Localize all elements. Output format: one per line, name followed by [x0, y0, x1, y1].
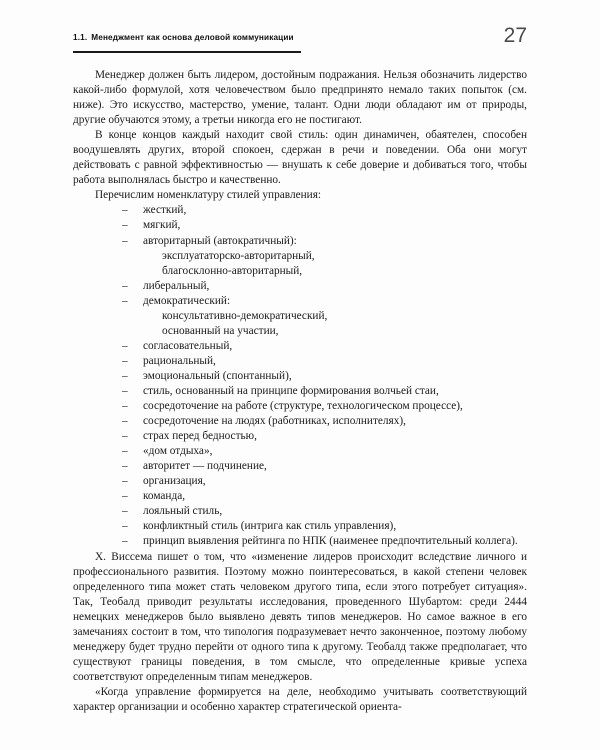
running-head — [73, 33, 294, 42]
list-item — [73, 203, 527, 218]
list-item-label: принцип выявления рейтинга по НПК (наименее предпочтительный коллега). — [143, 535, 518, 548]
list-item — [73, 339, 527, 354]
management-styles-list — [73, 203, 527, 549]
list-item-label: эмоциональный (спонтанный), — [143, 369, 292, 382]
list-dash-icon: – — [122, 430, 128, 443]
list-dash-icon: – — [122, 279, 128, 292]
page-number: 27 — [503, 24, 527, 47]
list-dash-icon: – — [122, 234, 128, 247]
running-head-title: Менеджмент как основа деловой коммуникации — [91, 33, 294, 42]
list-subitem-label: консультативно-демократический, — [162, 309, 328, 322]
list-item-label: демократический: — [143, 294, 231, 307]
list-item-label: рациональный, — [143, 354, 216, 367]
list-item-label: конфликтный стиль (интрига как стиль управления), — [143, 520, 397, 533]
list-dash-icon: – — [122, 535, 128, 548]
list-item-label: авторитарный (автократичный): — [143, 234, 297, 247]
list-item-label: страх перед бедностью, — [143, 430, 257, 443]
list-item — [73, 218, 527, 233]
list-item — [73, 489, 527, 504]
paragraph: Менеджер должен быть лидером, достойным подражания. Нельзя обозначить лидерство какой-либо формулой, хотя человечеством было предпринято немало таких попыток (см. ниже). Это искусство, мастерство, умение, талант. Одни люди обладают им от природы, другие обучаются этому, а третьи никогда его не постигают. — [73, 69, 527, 127]
list-item-label: команда, — [143, 490, 186, 503]
list-item-label: сосредоточение на людях (работниках, исполнителях), — [143, 415, 406, 428]
list-dash-icon: – — [122, 294, 128, 307]
list-item-label: либеральный, — [143, 279, 210, 292]
list-item-label: сосредоточение на работе (структуре, технологическом процессе), — [143, 400, 463, 413]
list-item-label: «дом отдыха», — [143, 445, 213, 458]
list-subitem-label: эксплуататорско-авторитарный, — [162, 249, 315, 262]
list-dash-icon: – — [122, 415, 128, 428]
list-item-label: согласовательный, — [143, 339, 233, 352]
body-column — [73, 68, 527, 715]
list-item-label: стиль, основанный на принципе формирования волчьей стаи, — [143, 384, 439, 397]
list-item — [73, 534, 527, 549]
list-dash-icon: – — [122, 460, 128, 473]
list-item-label: мягкий, — [143, 219, 181, 232]
paragraph: Перечислим номенклатуру стилей управления: — [95, 189, 322, 202]
header-rule — [73, 51, 301, 53]
list-dash-icon: – — [122, 204, 128, 217]
list-dash-icon: – — [122, 354, 128, 367]
list-item-label: авторитет — подчинение, — [143, 460, 267, 473]
running-head-row — [73, 24, 527, 47]
list-item — [73, 429, 527, 444]
running-head-section-number: 1.1. — [73, 33, 88, 42]
list-dash-icon: – — [122, 384, 128, 397]
list-item — [73, 384, 527, 399]
list-dash-icon: – — [122, 490, 128, 503]
list-item — [73, 459, 527, 474]
list-dash-icon: – — [122, 400, 128, 413]
list-item — [73, 279, 527, 294]
list-item-label: жесткий, — [143, 204, 187, 217]
list-item — [73, 369, 527, 384]
list-item — [73, 294, 527, 339]
paragraph: Х. Виссема пишет о том, что «изменение лидеров происходит вследствие личного и профессионального развития. Поэтому можно поинтересоваться, в какой степени человек определенного типа может стать человеком другого типа, если этого потребует ситуация». Так, Теобалд приводит результаты исследования, проведенного Шубартом: среди 2444 немецких менеджеров было выявлено девять типов менеджеров. Но самое важное в его замечаниях состоит в том, что типология подразумевает нечто законченное, поэтому любому менеджеру будет трудно перейти от одного типа к другому. Теобалд также предполагает, что существуют границы поведения, в том смысле, что определенные кривые успеха соответствуют определенным типам менеджеров. — [73, 550, 527, 683]
paragraph: «Когда управление формируется на деле, необходимо учитывать соответствующий характер организации и особенно характер стратегической ориента- — [73, 685, 527, 713]
list-item — [73, 444, 527, 459]
list-dash-icon: – — [122, 475, 128, 488]
list-dash-icon: – — [122, 445, 128, 458]
list-item — [73, 519, 527, 534]
list-item — [73, 399, 527, 414]
list-item — [73, 474, 527, 489]
list-dash-icon: – — [122, 505, 128, 518]
list-item-label: организация, — [143, 475, 206, 488]
list-item — [73, 354, 527, 369]
paragraph: В конце концов каждый находит свой стиль: один динамичен, обаятелен, способен воодушевлять других, второй спокоен, сдержан в речи и поведении. Оба они могут действовать с равной эффективностью — внушать к себе доверие и добиваться того, чтобы работа выполнялась быстро и качественно. — [73, 129, 527, 187]
list-subitem-label: благосклонно-авторитарный, — [162, 264, 303, 277]
page-header — [73, 24, 527, 47]
list-dash-icon: – — [122, 520, 128, 533]
list-dash-icon: – — [122, 219, 128, 232]
list-subitem-label: основанный на участии, — [162, 324, 279, 337]
list-item — [73, 234, 527, 279]
list-dash-icon: – — [122, 369, 128, 382]
list-item — [73, 414, 527, 429]
list-item — [73, 504, 527, 519]
list-item-label: лояльный стиль, — [143, 505, 223, 518]
list-dash-icon: – — [122, 339, 128, 352]
